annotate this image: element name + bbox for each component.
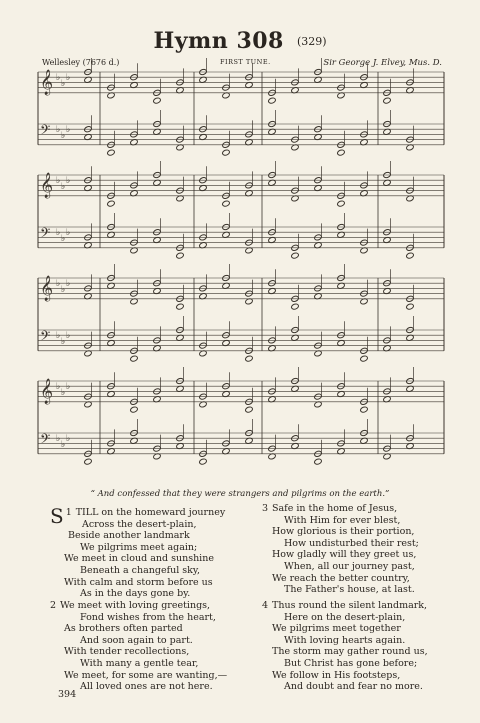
tune-label: FIRST TUNE. <box>220 58 271 66</box>
note-head <box>130 355 138 362</box>
verse-line: We meet in cloud and sunshine <box>64 553 214 565</box>
verse-line: The Father's house, at last. <box>284 584 415 596</box>
verse-number: 4 <box>262 600 269 611</box>
verse-line: We meet with loving greetings, <box>60 600 211 611</box>
flat-icon: ♭ <box>61 440 66 450</box>
verse-line: How glorious is their portion, <box>272 526 415 538</box>
treble-clef-icon: 𝄞 <box>40 70 54 95</box>
flat-icon: ♭ <box>66 73 71 83</box>
flat-icon: ♭ <box>66 279 71 289</box>
verse-line: The storm may gather round us, <box>272 646 428 658</box>
verse-line: With calm and storm before us <box>64 576 213 588</box>
verse-number: 3 <box>262 503 269 514</box>
epigraph: “ And confessed that they were strangers and pilgrims on the earth.” <box>90 489 390 499</box>
verse-line: Safe in the home of Jesus, <box>272 503 398 514</box>
note-head <box>337 149 345 156</box>
verse-1 <box>50 504 226 600</box>
alternate-hymn-number: (329) <box>296 35 327 48</box>
flat-icon: ♭ <box>56 331 61 341</box>
flat-icon: ♭ <box>66 176 71 186</box>
verse-line: We pilgrims meet together <box>272 623 401 635</box>
flat-icon: ♭ <box>61 234 66 244</box>
verse-line: With many a gentle tear, <box>80 657 199 669</box>
flat-icon: ♭ <box>66 125 71 135</box>
bass-clef-icon: 𝄢 <box>40 225 51 244</box>
note-head <box>130 406 138 413</box>
flat-icon: ♭ <box>56 176 61 186</box>
verse-line: When, all our journey past, <box>284 560 415 572</box>
note-head <box>406 303 414 310</box>
verse-line: And doubt and fear no more. <box>284 681 423 693</box>
note-head <box>107 200 115 207</box>
note-head <box>360 355 368 362</box>
note-head <box>84 458 92 465</box>
note-head <box>360 406 368 413</box>
verse-line: How undisturbed their rest; <box>284 537 419 549</box>
verse-line: We follow in His footsteps, <box>272 669 401 681</box>
flat-icon: ♭ <box>56 279 61 289</box>
note-head <box>291 303 299 310</box>
verse-line: Across the desert-plain, <box>82 518 197 530</box>
flat-icon: ♭ <box>56 125 61 135</box>
flat-icon: ♭ <box>66 382 71 392</box>
note-head <box>406 252 414 259</box>
flat-icon: ♭ <box>66 434 71 444</box>
treble-clef-icon: 𝄞 <box>40 379 54 404</box>
verse-line: With loving hearts again. <box>284 634 406 646</box>
note-head <box>337 200 345 207</box>
note-head <box>153 97 161 104</box>
bass-clef-icon: 𝄢 <box>40 122 51 141</box>
verse-number: 2 <box>50 600 57 611</box>
verse-4 <box>262 600 428 693</box>
flat-icon: ♭ <box>61 388 66 398</box>
hymn-title: Hymn 308 <box>153 28 284 54</box>
flat-icon: ♭ <box>61 337 66 347</box>
page-number: 394 <box>58 689 77 700</box>
flat-icon: ♭ <box>61 285 66 295</box>
flat-icon: ♭ <box>56 73 61 83</box>
tune-name: Wellesley (7676 d.) <box>42 58 120 67</box>
bass-clef-icon: 𝄢 <box>40 328 51 347</box>
verse-line: Thus round the silent landmark, <box>272 600 428 611</box>
verse-line: With tender recollections, <box>64 646 190 658</box>
flat-icon: ♭ <box>61 79 66 89</box>
note-head <box>245 406 253 413</box>
flat-icon: ♭ <box>61 182 66 192</box>
verse-2 <box>50 600 227 693</box>
drop-cap: S <box>50 504 64 528</box>
note-head <box>245 355 253 362</box>
flat-icon: ♭ <box>56 382 61 392</box>
note-head <box>383 97 391 104</box>
verse-line: As in the days gone by. <box>80 588 191 600</box>
flat-icon: ♭ <box>56 228 61 238</box>
verse-line: How gladly will they greet us, <box>272 549 417 561</box>
note-head <box>176 252 184 259</box>
treble-clef-icon: 𝄞 <box>40 276 54 301</box>
verse-line: With Him for ever blest, <box>284 514 401 526</box>
treble-clef-icon: 𝄞 <box>40 173 54 198</box>
verse-line: Here on the desert-plain, <box>284 611 406 623</box>
flat-icon: ♭ <box>61 131 66 141</box>
verse-line: Fond wishes from the heart, <box>80 611 216 623</box>
verse-line: We meet, for some are wanting,— <box>64 669 228 681</box>
verse-line: All loved ones are not here. <box>80 681 213 693</box>
note-head <box>268 97 276 104</box>
composer-credit: Sir George J. Elvey, Mus. D. <box>323 58 442 68</box>
flat-icon: ♭ <box>56 434 61 444</box>
verse-line: As brothers often parted <box>64 623 183 635</box>
bass-clef-icon: 𝄢 <box>40 431 51 450</box>
verse-line: And soon again to part. <box>80 634 193 646</box>
verse-line: We reach the better country, <box>272 572 410 584</box>
note-head <box>222 149 230 156</box>
verse-3 <box>262 503 419 596</box>
note-head <box>222 200 230 207</box>
note-head <box>199 458 207 465</box>
flat-icon: ♭ <box>66 228 71 238</box>
verse-line: Beside another landmark <box>68 530 190 542</box>
verse-line: TILL on the homeward journey <box>75 507 226 518</box>
note-head <box>176 303 184 310</box>
verse-number: 1 <box>65 507 72 518</box>
verse-line: Beneath a changeful sky, <box>80 564 201 576</box>
note-head <box>291 252 299 259</box>
verse-line: But Christ has gone before; <box>284 657 418 669</box>
note-head <box>314 458 322 465</box>
flat-icon: ♭ <box>66 331 71 341</box>
verse-line: We pilgrims meet again; <box>80 541 198 553</box>
note-head <box>107 149 115 156</box>
